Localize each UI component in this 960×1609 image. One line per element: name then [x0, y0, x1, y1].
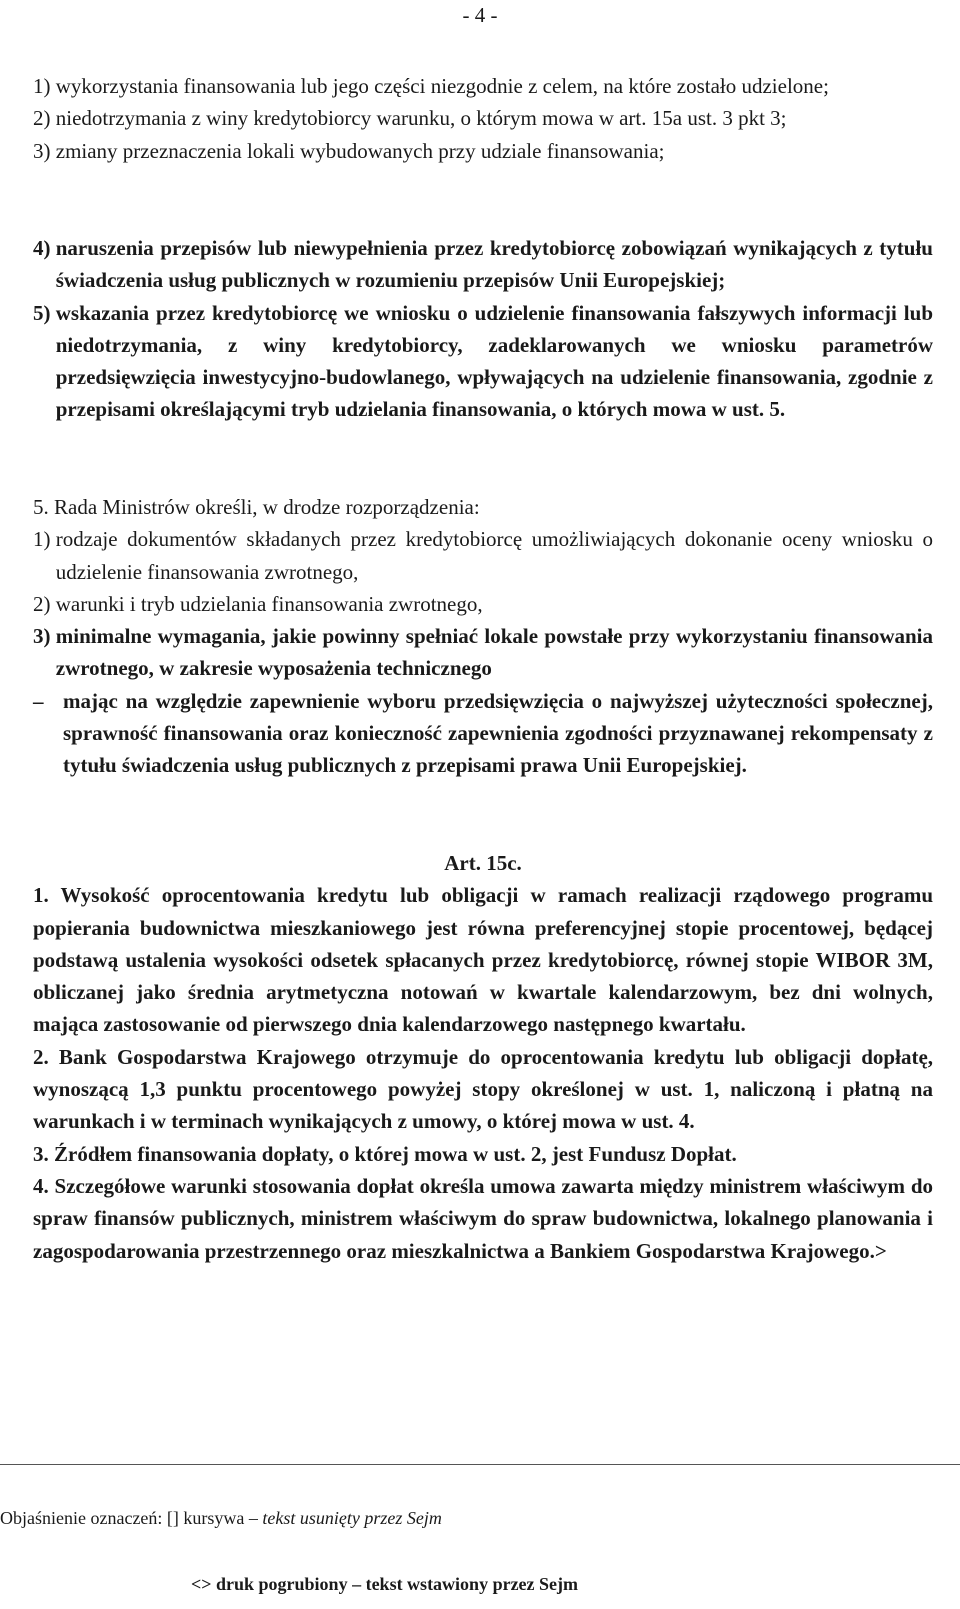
- item-text: minimalne wymagania, jakie powinny spełniać lokale powstałe przy wykorzystaniu finansowania zwrotnego, w zakresie wyposażenia technicznego: [55, 624, 933, 681]
- item-text: warunki i tryb udzielania finansowania zwrotnego,: [55, 591, 483, 616]
- list-item: [33, 232, 933, 297]
- section-label: 5.: [33, 495, 49, 519]
- list-item: [33, 588, 933, 620]
- list-item: [33, 620, 933, 685]
- point-label: 4.: [33, 1173, 49, 1198]
- list-item: [33, 135, 933, 167]
- footer-divider: [0, 1464, 960, 1465]
- article-point: [33, 1170, 933, 1267]
- legend-style: kursywa: [183, 1508, 245, 1528]
- point-label: 2.: [33, 1044, 49, 1069]
- article-point: [33, 1138, 933, 1170]
- point-text: Szczegółowe warunki stosowania dopłat określa umowa zawarta między ministrem właściwym do spraw finansów publicznych, ministrem właściwym do spraw budownictwa, lokalnego planowania i zagospodarowania przestrzennego oraz mieszkalnictwa a Bankiem Gospodarstwa Krajowego.>: [33, 1173, 933, 1263]
- point-text: Wysokość oprocentowania kredytu lub obligacji w ramach realizacji rządowego programu popierania budownictwa mieszkaniowego jest równa preferencyjnej stopie procentowej, będącej podstawą ustalenia wysokości odsetek spłacanych przez kredytobiorcę, równej stopie WIBOR 3M, obliczanej jako średnia arytmetyczna notowań w kwartale kalendarzowym, bez dni wolnych, mająca zastosowanie od pierwszego dnia kalendarzowego następnego kwartału.: [33, 883, 933, 1037]
- article-point: [33, 879, 933, 1040]
- item-label: 2): [33, 106, 51, 131]
- item-text: naruszenia przepisów lub niewypełnienia przez kredytobiorcę zobowiązań wynikających z tytułu świadczenia usług publicznych w rozumieniu przepisów Unii Europejskiej;: [55, 236, 933, 293]
- article-title: Art. 15c.: [444, 851, 522, 875]
- item-label: 1): [33, 527, 51, 552]
- article-point: [33, 1041, 933, 1138]
- point-label: 1.: [33, 883, 49, 908]
- item-text: wskazania przez kredytobiorcę we wniosku o udzielenie finansowania fałszywych informacji lub niedotrzymania, z winy kredytobiorcy, zadeklarowanych we wniosku parametrów przedsięwzięcia inwestycyjno-budowlanego, wpływających na udzielenie finansowania, zgodnie z przepisami określającymi tryb udzielania finansowania, o których mowa w ust. 5.: [55, 300, 933, 422]
- legend-marker: []: [166, 1508, 179, 1528]
- item-label: 3): [33, 138, 51, 163]
- point-label: 3.: [33, 1141, 49, 1166]
- point-text: Bank Gospodarstwa Krajowego otrzymuje do oprocentowania kredytu lub obligacji dopłatę, wynoszącą 1,3 punktu procentowego powyżej stopy określonej w ust. 1, naliczoną i płatną na warunkach i w terminach wynikających z umowy, o której mowa w ust. 4.: [33, 1044, 934, 1134]
- legend-prefix: Objaśnienie oznaczeń:: [0, 1508, 163, 1528]
- item-label: 2): [33, 591, 51, 616]
- page-number: - 4 -: [462, 3, 498, 27]
- item-label: 5): [33, 300, 51, 325]
- item-text: rodzaje dokumentów składanych przez kredytobiorcę umożliwiających dokonanie oceny wniosku o udzielenie finansowania zwrotnego,: [55, 527, 933, 584]
- article-15c: [33, 847, 933, 1267]
- section-5: [33, 491, 933, 782]
- section-intro: [33, 491, 933, 523]
- closing-clause: [33, 685, 933, 782]
- dash-label: –: [33, 688, 44, 713]
- legend-line-deleted: [0, 1508, 442, 1529]
- list-group-inserted: [33, 232, 933, 426]
- list-group-regular: [33, 70, 933, 167]
- legend-line-inserted: <> druk pogrubiony – tekst wstawiony przez Sejm: [191, 1574, 579, 1594]
- item-label: 3): [33, 624, 51, 649]
- legend-dash: –: [248, 1508, 258, 1528]
- list-item: [33, 70, 933, 102]
- list-item: [33, 297, 933, 426]
- closing-text: mając na względzie zapewnienie wyboru przedsięwzięcia o najwyższej użyteczności społecznej, sprawność finansowania oraz konieczność zapewnienia zgodności przyznawanej rekompensaty z tytułu świadczenia usług publicznych z przepisami prawa Unii Europejskiej.: [63, 688, 933, 778]
- legend-meaning: tekst usunięty przez Sejm: [262, 1508, 442, 1528]
- section-intro-text: Rada Ministrów określi, w drodze rozporządzenia:: [54, 495, 480, 519]
- item-text: wykorzystania finansowania lub jego części niezgodnie z celem, na które zostało udzielone;: [55, 74, 829, 98]
- item-text: zmiany przeznaczenia lokali wybudowanych przy udziale finansowania;: [55, 138, 665, 163]
- item-text: niedotrzymania z winy kredytobiorcy warunku, o którym mowa w art. 15a ust. 3 pkt 3;: [55, 106, 787, 131]
- point-text: Źródłem finansowania dopłaty, o której mowa w ust. 2, jest Fundusz Dopłat.: [54, 1141, 737, 1166]
- list-item: [33, 523, 933, 588]
- list-item: [33, 102, 933, 134]
- item-label: 4): [33, 236, 51, 260]
- item-label: 1): [33, 74, 51, 98]
